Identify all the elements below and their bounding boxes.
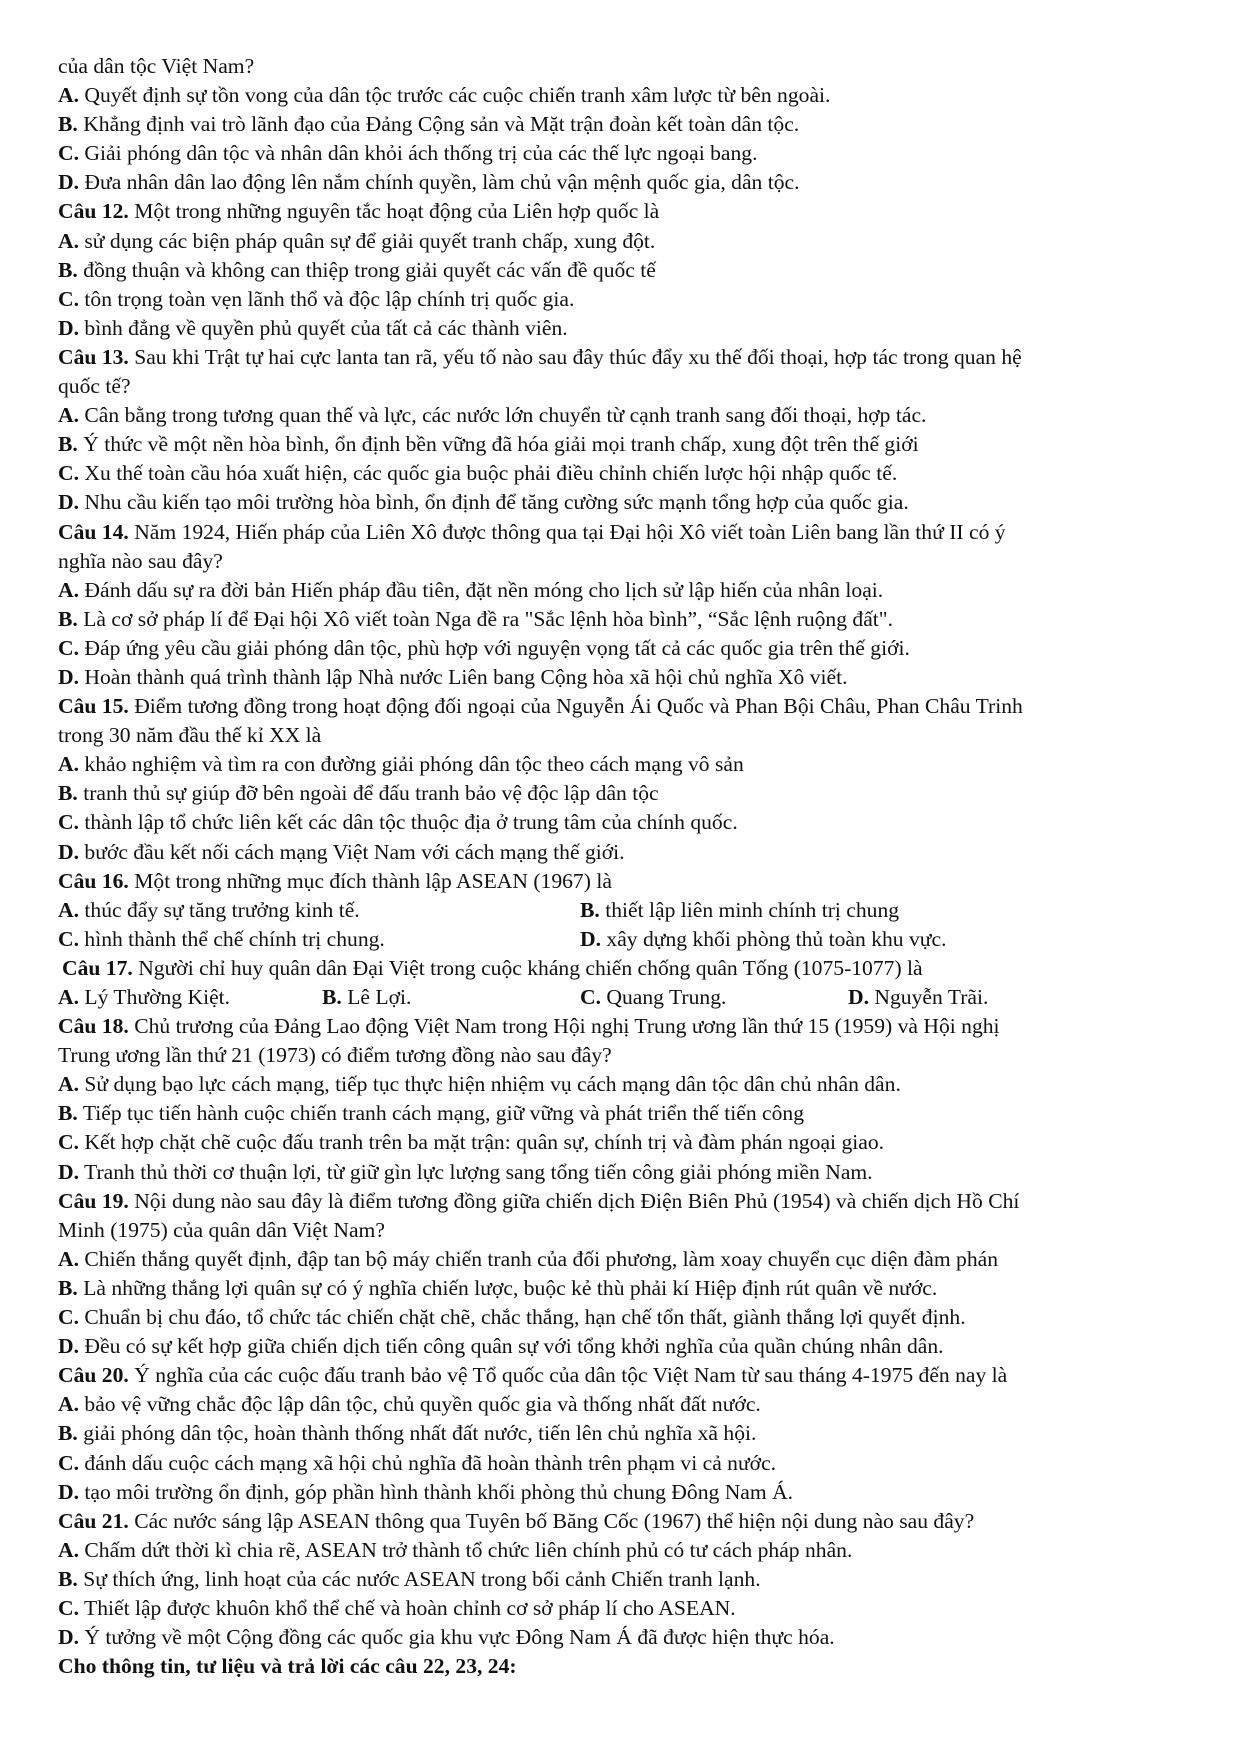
- q14-option-c: C. Đáp ứng yêu cầu giải phóng dân tộc, phù hợp với nguyện vọng tất cả các quốc gia trên thế giới.: [58, 635, 910, 660]
- q17-option-c: C. Quang Trung.: [580, 985, 727, 1009]
- exam-page: [58, 52, 1188, 1681]
- q14-option-b: B. Là cơ sở pháp lí để Đại hội Xô viết toàn Nga đề ra "Sắc lệnh hòa bình”, “Sắc lệnh ruộng đất".: [58, 606, 894, 631]
- q11-option-d: D. Đưa nhân dân lao động lên nắm chính quyền, làm chủ vận mệnh quốc gia, dân tộc.: [58, 170, 800, 195]
- q18-option-b: B. Tiếp tục tiến hành cuộc chiến tranh cách mạng, giữ vững và phát triển thế tiến công: [58, 1101, 805, 1126]
- q16-stem: Câu 16. Một trong những mục đích thành lập ASEAN (1967) là: [58, 868, 612, 893]
- q13-stem: Câu 13. Sau khi Trật tự hai cực lanta tan rã, yếu tố nào sau đây thúc đẩy xu thế đối thoại, hợp tác trong quan hệ: [58, 344, 1022, 369]
- q20-stem: Câu 20. Ý nghĩa của các cuộc đấu tranh bảo vệ Tổ quốc của dân tộc Việt Nam từ sau tháng 4-1975 đến nay là: [58, 1363, 1008, 1388]
- q21-option-a: A. Chấm dứt thời kì chia rẽ, ASEAN trở thành tổ chức liên chính phủ có tư cách pháp nhân.: [58, 1537, 853, 1562]
- q20-option-a: A. bảo vệ vững chắc độc lập dân tộc, chủ quyền quốc gia và thống nhất đất nước.: [58, 1392, 761, 1417]
- q17-options-row: [58, 983, 1188, 1012]
- q20-option-c: C. đánh dấu cuộc cách mạng xã hội chủ nghĩa đã hoàn thành trên phạm vi cả nước.: [58, 1450, 777, 1475]
- q12-option-d: D. bình đẳng về quyền phủ quyết của tất cả các thành viên.: [58, 315, 568, 340]
- q11-option-c: C. Giải phóng dân tộc và nhân dân khỏi ách thống trị của các thế lực ngoại bang.: [58, 141, 758, 166]
- q21-option-b: B. Sự thích ứng, linh hoạt của các nước ASEAN trong bối cảnh Chiến tranh lạnh.: [58, 1566, 761, 1591]
- q11-option-a: A. Quyết định sự tồn vong của dân tộc trước các cuộc chiến tranh xâm lược từ bên ngoài.: [58, 83, 831, 108]
- q16-option-b: B. thiết lập liên minh chính trị chung: [580, 897, 900, 922]
- q15-option-a: A. khảo nghiệm và tìm ra con đường giải phóng dân tộc theo cách mạng vô sản: [58, 752, 744, 777]
- q15-stem-line2: trong 30 năm đầu thế kỉ XX là: [58, 723, 322, 748]
- q19-option-b: B. Là những thắng lợi quân sự có ý nghĩa chiến lược, buộc kẻ thù phải kí Hiệp định rút quân về nước.: [58, 1275, 938, 1300]
- q17-option-d: D. Nguyễn Trãi.: [848, 985, 989, 1009]
- q19-option-c: C. Chuẩn bị chu đáo, tổ chức tác chiến chặt chẽ, chắc thắng, hạn chế tổn thất, giành thắng lợi quyết định.: [58, 1305, 966, 1330]
- q16-option-c: C. hình thành thể chế chính trị chung.: [58, 926, 385, 951]
- q19-option-d: D. Đều có sự kết hợp giữa chiến dịch tiến công quân sự với tổng khởi nghĩa của quần chúng nhân dân.: [58, 1334, 944, 1359]
- q14-option-d: D. Hoàn thành quá trình thành lập Nhà nước Liên bang Cộng hòa xã hội chủ nghĩa Xô viết.: [58, 664, 848, 689]
- q18-stem-line2: Trung ương lần thứ 21 (1973) có điểm tương đồng nào sau đây?: [58, 1043, 612, 1068]
- q15-option-b: B. tranh thủ sự giúp đỡ bên ngoài để đấu tranh bảo vệ độc lập dân tộc: [58, 781, 659, 806]
- q19-stem-line2: Minh (1975) của quân dân Việt Nam?: [58, 1217, 385, 1242]
- q16-options-row1: [58, 896, 1188, 925]
- q12-option-a: A. sử dụng các biện pháp quân sự để giải quyết tranh chấp, xung đột.: [58, 228, 656, 253]
- q19-stem: Câu 19. Nội dung nào sau đây là điểm tương đồng giữa chiến dịch Điện Biên Phủ (1954) và chiến dịch Hồ Chí: [58, 1188, 1020, 1213]
- q20-option-d: D. tạo môi trường ổn định, góp phần hình thành khối phòng thủ chung Đông Nam Á.: [58, 1479, 794, 1504]
- q18-option-a: A. Sử dụng bạo lực cách mạng, tiếp tục thực hiện nhiệm vụ cách mạng dân tộc dân chủ nhân dân.: [58, 1072, 901, 1097]
- q19-option-a: A. Chiến thắng quyết định, đập tan bộ máy chiến tranh của đối phương, làm xoay chuyển cục diện đàm phán: [58, 1246, 999, 1271]
- q11-option-b: B. Khẳng định vai trò lãnh đạo của Đảng Cộng sản và Mặt trận đoàn kết toàn dân tộc.: [58, 112, 800, 137]
- q17-option-b: B. Lê Lợi.: [322, 985, 412, 1009]
- q13-option-a: A. Cân bằng trong tương quan thế và lực, các nước lớn chuyển từ cạnh tranh sang đối thoại, hợp tác.: [58, 403, 927, 428]
- q17-option-a: A. Lý Thường Kiệt.: [58, 985, 231, 1009]
- q21-option-d: D. Ý tưởng về một Cộng đồng các quốc gia khu vực Đông Nam Á đã được hiện thực hóa.: [58, 1625, 835, 1650]
- section-instruction: Cho thông tin, tư liệu và trả lời các câu 22, 23, 24:: [58, 1654, 517, 1679]
- q14-stem: Câu 14. Năm 1924, Hiến pháp của Liên Xô được thông qua tại Đại hội Xô viết toàn Liên bang lần thứ II có ý: [58, 519, 1006, 544]
- q11-stem-continuation: của dân tộc Việt Nam?: [58, 54, 255, 78]
- q13-stem-line2: quốc tế?: [58, 374, 131, 399]
- q21-stem: Câu 21. Các nước sáng lập ASEAN thông qua Tuyên bố Băng Cốc (1967) thể hiện nội dung nào sau đây?: [58, 1508, 975, 1533]
- q14-option-a: A. Đánh dấu sự ra đời bản Hiến pháp đầu tiên, đặt nền móng cho lịch sử lập hiến của nhân loại.: [58, 577, 884, 602]
- q17-stem: Câu 17. Người chỉ huy quân dân Đại Việt trong cuộc kháng chiến chống quân Tống (1075-1077) là: [62, 955, 923, 980]
- q18-option-d: D. Tranh thủ thời cơ thuận lợi, từ giữ gìn lực lượng sang tổng tiến công giải phóng miền Nam.: [58, 1159, 873, 1184]
- q12-stem: Câu 12. Một trong những nguyên tắc hoạt động của Liên hợp quốc là: [58, 199, 660, 224]
- q15-option-d: D. bước đầu kết nối cách mạng Việt Nam với cách mạng thế giới.: [58, 839, 625, 864]
- q16-option-a: A. thúc đẩy sự tăng trưởng kinh tế.: [58, 897, 360, 922]
- q21-option-c: C. Thiết lập được khuôn khổ thể chế và hoàn chỉnh cơ sở pháp lí cho ASEAN.: [58, 1595, 736, 1620]
- q13-option-b: B. Ý thức về một nền hòa bình, ổn định bền vững đã hóa giải mọi tranh chấp, xung đột trên thế giới: [58, 432, 919, 457]
- q13-option-d: D. Nhu cầu kiến tạo môi trường hòa bình, ổn định để tăng cường sức mạnh tổng hợp của quốc gia.: [58, 490, 909, 515]
- q18-option-c: C. Kết hợp chặt chẽ cuộc đấu tranh trên ba mặt trận: quân sự, chính trị và đàm phán ngoại giao.: [58, 1130, 885, 1155]
- q16-options-row2: [58, 925, 1188, 954]
- q15-option-c: C. thành lập tổ chức liên kết các dân tộc thuộc địa ở trung tâm của chính quốc.: [58, 810, 738, 835]
- q20-option-b: B. giải phóng dân tộc, hoàn thành thống nhất đất nước, tiến lên chủ nghĩa xã hội.: [58, 1421, 757, 1446]
- q15-stem: Câu 15. Điểm tương đồng trong hoạt động đối ngoại của Nguyễn Ái Quốc và Phan Bội Châu, Phan Châu Trinh: [58, 694, 1023, 719]
- q12-option-c: C. tôn trọng toàn vẹn lãnh thổ và độc lập chính trị quốc gia.: [58, 286, 575, 311]
- q13-option-c: C. Xu thế toàn cầu hóa xuất hiện, các quốc gia buộc phải điều chỉnh chiến lược hội nhập quốc tế.: [58, 461, 898, 486]
- q18-stem: Câu 18. Chủ trương của Đảng Lao động Việt Nam trong Hội nghị Trung ương lần thứ 15 (1959) và Hội nghị: [58, 1014, 1000, 1039]
- q16-option-d: D. xây dựng khối phòng thủ toàn khu vực.: [580, 926, 947, 951]
- q12-option-b: B. đồng thuận và không can thiệp trong giải quyết các vấn đề quốc tế: [58, 257, 656, 282]
- q14-stem-line2: nghĩa nào sau đây?: [58, 548, 223, 573]
